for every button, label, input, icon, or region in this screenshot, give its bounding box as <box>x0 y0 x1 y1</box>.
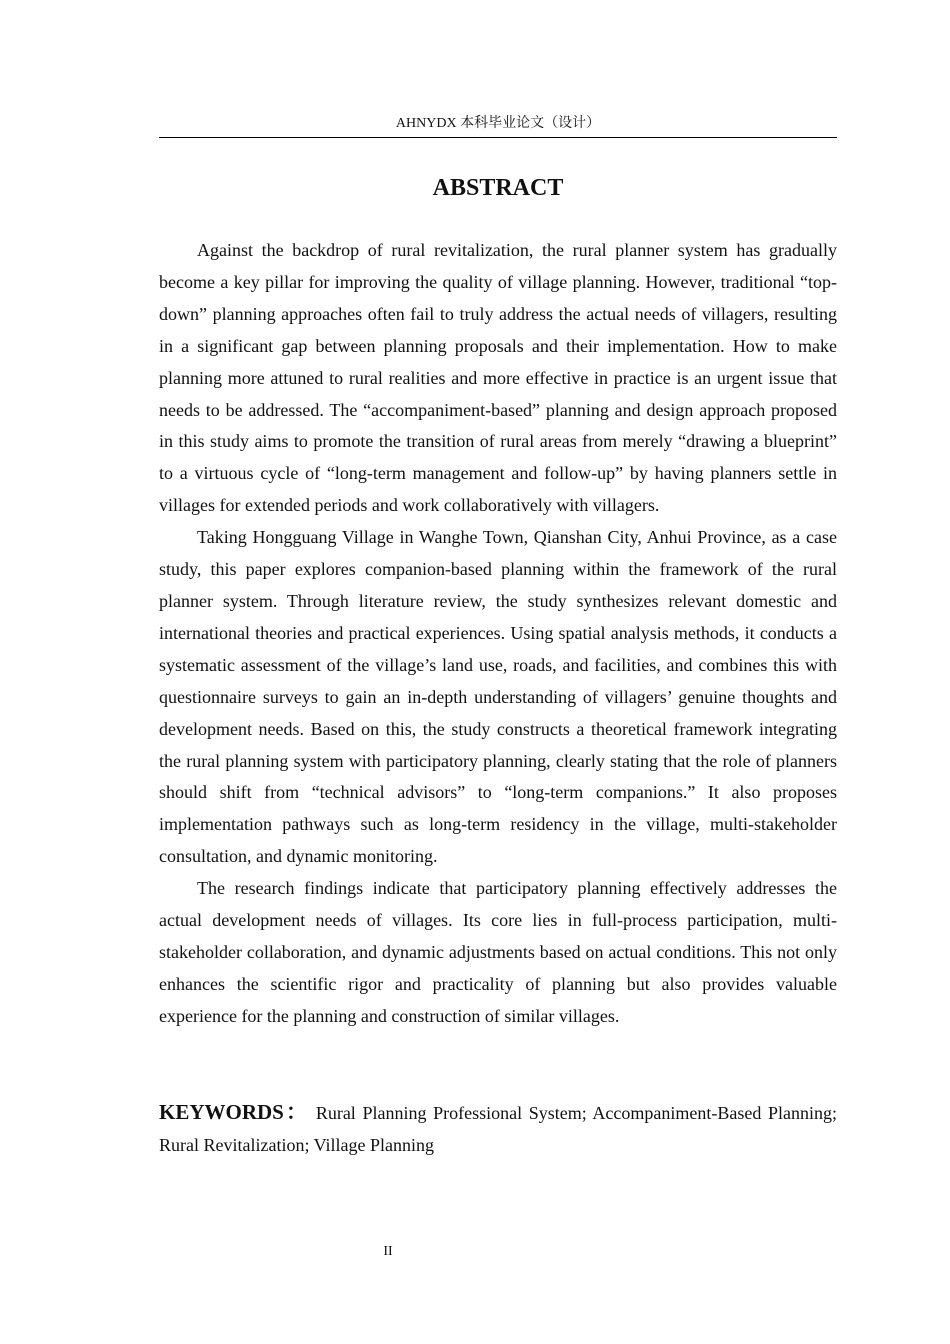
page-number: II <box>383 1244 393 1259</box>
header-rule <box>159 137 837 138</box>
running-header: AHNYDX 本科毕业论文（设计） <box>395 116 601 131</box>
abstract-paragraph-1: Against the backdrop of rural revitalization, the rural planner system has gradually become a key pillar for improving the quality of village planning. However, traditional “top-down” planning approaches often fail to truly address the actual needs of villagers, resulting in a significant gap between planning proposals and their implementation. How to make planning more attuned to rural realities and more effective in practice is an urgent issue that needs to be addressed. The “accompaniment-based” planning and design approach proposed in this study aims to promote the transition of rural areas from merely “drawing a blueprint” to a virtuous cycle of “long-term management and follow-up” by having planners settle in villages for extended periods and work collaboratively with villagers. <box>159 240 837 516</box>
abstract-body <box>159 235 837 1033</box>
keywords-line <box>159 1096 837 1161</box>
abstract-paragraph-2: Taking Hongguang Village in Wanghe Town, Qianshan City, Anhui Province, as a case study, this paper explores companion-based planning within the framework of the rural planner system. Through literature review, the study synthesizes relevant domestic and international theories and practical experiences. Using spatial analysis methods, it conducts a systematic assessment of the village’s land use, roads, and facilities, and combines this with questionnaire surveys to gain an in-depth understanding of villagers’ genuine thoughts and development needs. Based on this, the study constructs a theoretical framework integrating the rural planning system with participatory planning, clearly stating that the role of planners should shift from “technical advisors” to “long-term companions.” It also proposes implementation pathways such as long-term residency in the village, multi-stakeholder consultation, and dynamic monitoring. <box>159 527 837 867</box>
abstract-heading: ABSTRACT <box>432 175 564 201</box>
keywords-text: Rural Planning Professional System; Accompaniment-Based Planning; Rural Revitalization; Village Planning <box>159 1103 837 1155</box>
abstract-paragraph-3: The research findings indicate that participatory planning effectively addresses the actual development needs of villages. Its core lies in full-process participation, multi-stakeholder collaboration, and dynamic adjustments based on actual conditions. This not only enhances the scientific rigor and practicality of planning but also provides valuable experience for the planning and construction of similar villages. <box>159 878 837 1026</box>
keywords-label: KEYWORDS： <box>159 1100 310 1124</box>
